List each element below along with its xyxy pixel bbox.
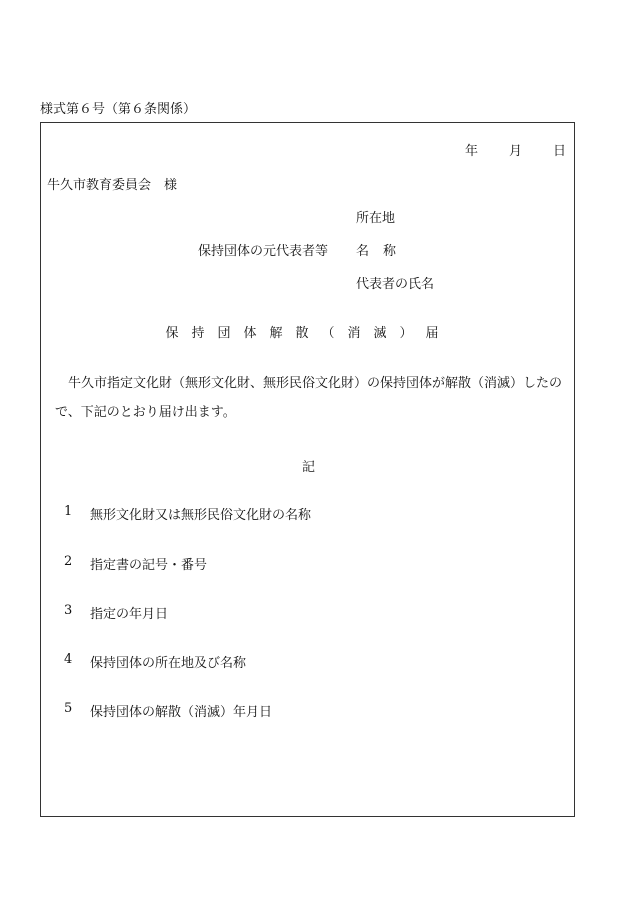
item-number: 3 [64, 603, 73, 618]
item-label: 無形文化財又は無形民俗文化財の名称 [90, 508, 312, 523]
date-month-label: 月 [508, 144, 522, 159]
date-year-label: 年 [464, 144, 478, 159]
list-item [64, 603, 168, 622]
date-line [465, 140, 566, 159]
item-number: 2 [64, 554, 73, 569]
document-title: 保持団体解散（消滅）届 [165, 326, 452, 341]
list-item [64, 701, 272, 720]
item-number: 1 [64, 504, 73, 519]
form-number-label: 様式第６号（第６条関係） [40, 102, 197, 117]
item-label: 保持団体の解散（消滅）年月日 [90, 705, 273, 720]
name-label-part1: 名 [356, 244, 370, 259]
addressee: 牛久市教育委員会 様 [47, 178, 178, 193]
list-item [64, 652, 246, 671]
representative-name-label: 代表者の氏名 [356, 277, 435, 292]
date-day-label: 日 [552, 144, 566, 159]
address-label: 所在地 [356, 211, 396, 226]
body-text: 牛久市指定文化財（無形文化財、無形民俗文化財）の保持団体が解散（消滅）したので、下記のとおり届け出ます。 [55, 376, 563, 420]
list-item [64, 504, 311, 523]
item-label: 保持団体の所在地及び名称 [90, 656, 247, 671]
item-number: 5 [64, 701, 73, 716]
item-label: 指定の年月日 [90, 607, 169, 622]
list-item [64, 554, 207, 573]
ki-heading: 記 [301, 460, 315, 475]
representative-caption: 保持団体の元代表者等 [198, 244, 329, 259]
item-number: 4 [64, 652, 73, 667]
name-label [356, 240, 396, 259]
form-frame [40, 122, 575, 817]
name-label-part2: 称 [383, 244, 397, 259]
item-label: 指定書の記号・番号 [90, 558, 208, 573]
